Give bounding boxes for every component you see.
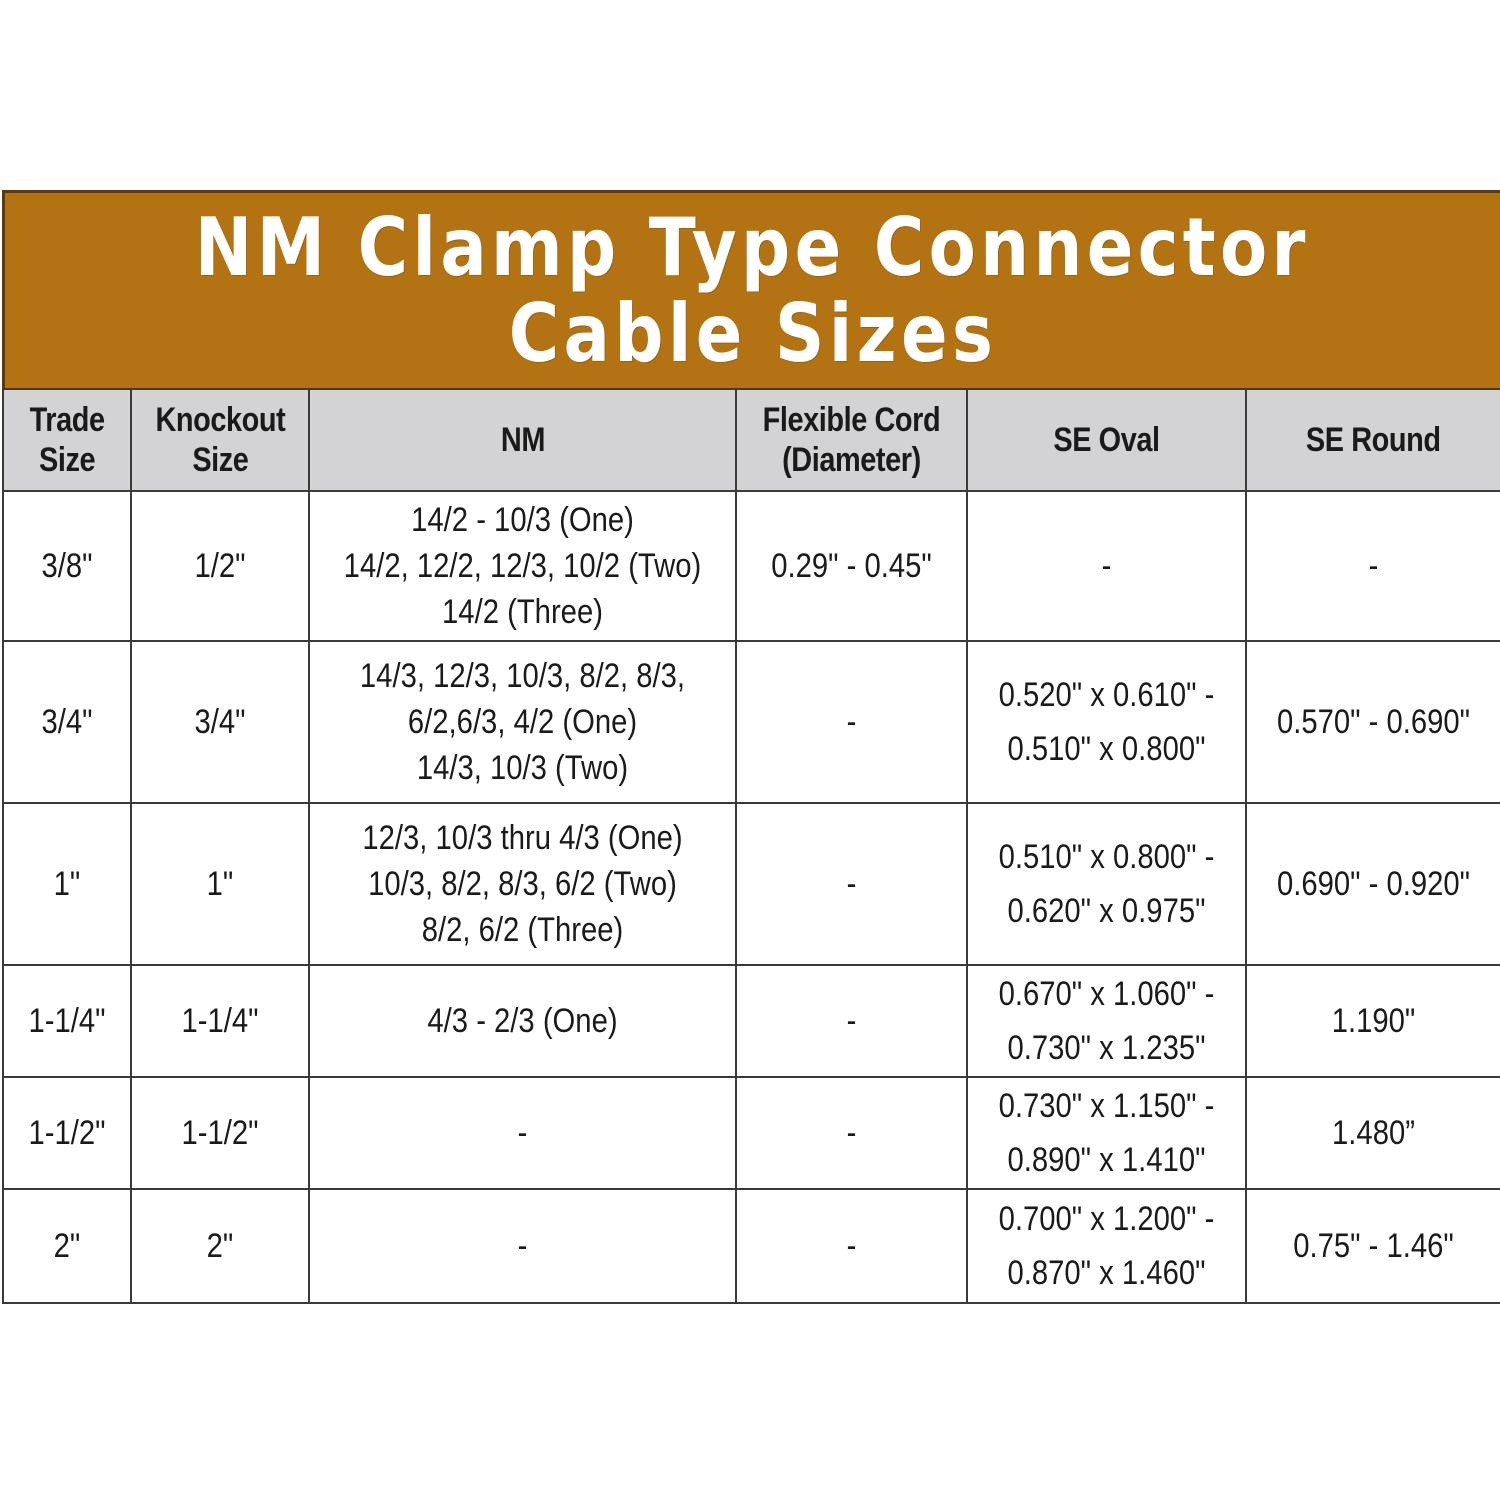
header-trade-size: Trade Size [3,389,131,491]
cell-flexible-cord: - [736,1077,967,1189]
cell-knockout-size: 2" [131,1189,309,1303]
title-line-1: NM Clamp Type Connector [194,200,1311,294]
cable-size-chart [2,190,1500,1306]
cell-se-oval: 0.520" x 0.610" - 0.510" x 0.800" [967,641,1246,803]
table-row [3,803,1500,965]
cell-se-round: 0.690" - 0.920" [1246,803,1500,965]
cell-nm: 12/3, 10/3 thru 4/3 (One) 10/3, 8/2, 8/3, 6/2 (Two) 8/2, 6/2 (Three) [309,803,736,965]
header-se-round: SE Round [1246,389,1500,491]
cell-flexible-cord: - [736,641,967,803]
header-nm: NM [309,389,736,491]
cell-se-round: 1.480” [1246,1077,1500,1189]
header-se-oval: SE Oval [967,389,1246,491]
cell-flexible-cord: 0.29" - 0.45" [736,491,967,641]
cell-se-oval: 0.510" x 0.800" - 0.620" x 0.975" [967,803,1246,965]
header-flexible-cord: Flexible Cord (Diameter) [736,389,967,491]
header-row [3,389,1500,491]
cell-se-round: 0.570" - 0.690" [1246,641,1500,803]
cell-trade-size: 3/8" [3,491,131,641]
cell-flexible-cord: - [736,965,967,1077]
table-row [3,1077,1500,1189]
cell-se-oval: 0.730" x 1.150" - 0.890" x 1.410" [967,1077,1246,1189]
cell-knockout-size: 1-1/4" [131,965,309,1077]
cell-se-round: - [1246,491,1500,641]
cell-se-oval: 0.670" x 1.060" - 0.730" x 1.235" [967,965,1246,1077]
table-row [3,965,1500,1077]
cell-knockout-size: 3/4" [131,641,309,803]
table-row [3,1189,1500,1303]
table-row [3,641,1500,803]
title-banner [2,190,1500,388]
cell-nm: - [309,1077,736,1189]
cell-trade-size: 2" [3,1189,131,1303]
cable-size-table [2,388,1500,1304]
cell-trade-size: 3/4" [3,641,131,803]
table-row [3,491,1500,641]
cell-se-round: 0.75" - 1.46" [1246,1189,1500,1303]
cell-nm: 4/3 - 2/3 (One) [309,965,736,1077]
cell-nm: - [309,1189,736,1303]
cell-flexible-cord: - [736,803,967,965]
cell-flexible-cord: - [736,1189,967,1303]
cell-trade-size: 1-1/2" [3,1077,131,1189]
cell-nm: 14/2 - 10/3 (One) 14/2, 12/2, 12/3, 10/2 (Two) 14/2 (Three) [309,491,736,641]
cell-se-oval: - [967,491,1246,641]
cell-knockout-size: 1-1/2" [131,1077,309,1189]
cell-nm: 14/3, 12/3, 10/3, 8/2, 8/3, 6/2,6/3, 4/2 (One) 14/3, 10/3 (Two) [309,641,736,803]
cell-knockout-size: 1/2" [131,491,309,641]
cell-trade-size: 1" [3,803,131,965]
header-knockout-size: Knockout Size [131,389,309,491]
cell-se-round: 1.190" [1246,965,1500,1077]
title-line-2: Cable Sizes [508,286,997,380]
cell-trade-size: 1-1/4" [3,965,131,1077]
cell-knockout-size: 1" [131,803,309,965]
cell-se-oval: 0.700" x 1.200" - 0.870" x 1.460" [967,1189,1246,1303]
